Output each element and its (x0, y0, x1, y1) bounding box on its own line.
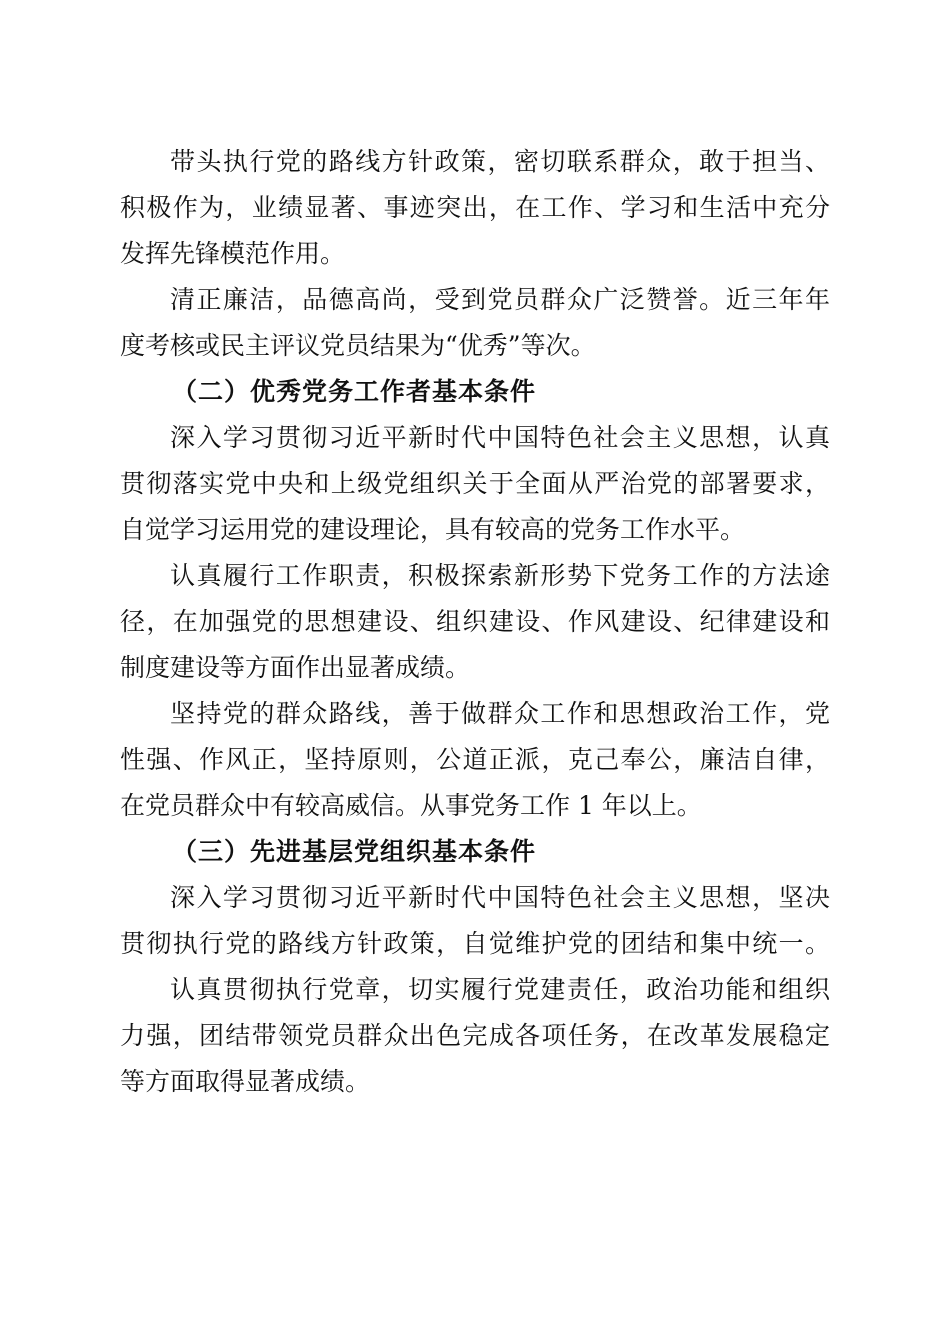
paragraph-line: 自觉学习运用党的建设理论，具有较高的党务工作水平。 (120, 515, 746, 544)
paragraph-line: 贯彻落实党中央和上级党组织关于全面从严治党的部署要求， (120, 469, 830, 498)
paragraph-line: 度考核或民主评议党员结果为“优秀”等次。 (120, 331, 596, 360)
paragraph-line: 等方面取得显著成绩。 (120, 1067, 371, 1096)
paragraph-line: 在党员群众中有较高威信。从事党务工作 1 年以上。 (120, 791, 702, 820)
paragraph-line: 径，在加强党的思想建设、组织建设、作风建设、纪律建设和 (120, 607, 830, 636)
section-heading: （三）先进基层党组织基本条件 (172, 837, 537, 866)
paragraph-line: 带头执行党的路线方针政策，密切联系群众，敢于担当、 (170, 147, 830, 176)
paragraph-line: 积极作为，业绩显著、事迹突出，在工作、学习和生活中充分 (120, 193, 830, 222)
paragraph-line: 贯彻执行党的路线方针政策，自觉维护党的团结和集中统一。 (120, 929, 830, 958)
paragraph-line: 性强、作风正，坚持原则，公道正派，克己奉公，廉洁自律， (120, 745, 830, 774)
paragraph-line: 深入学习贯彻习近平新时代中国特色社会主义思想，坚决 (170, 883, 830, 912)
paragraph-line: 制度建设等方面作出显著成绩。 (120, 653, 471, 682)
paragraph-line: 发挥先锋模范作用。 (120, 239, 346, 268)
section-heading: （二）优秀党务工作者基本条件 (172, 377, 537, 406)
paragraph-line: 认真贯彻执行党章，切实履行党建责任，政治功能和组织 (170, 975, 830, 1004)
paragraph-line: 认真履行工作职责，积极探索新形势下党务工作的方法途 (170, 561, 830, 590)
paragraph-line: 深入学习贯彻习近平新时代中国特色社会主义思想，认真 (170, 423, 830, 452)
paragraph-line: 清正廉洁，品德高尚，受到党员群众广泛赞誉。近三年年 (170, 285, 830, 314)
paragraph-line: 坚持党的群众路线，善于做群众工作和思想政治工作，党 (170, 699, 830, 728)
paragraph-line: 力强，团结带领党员群众出色完成各项任务，在改革发展稳定 (120, 1021, 830, 1050)
